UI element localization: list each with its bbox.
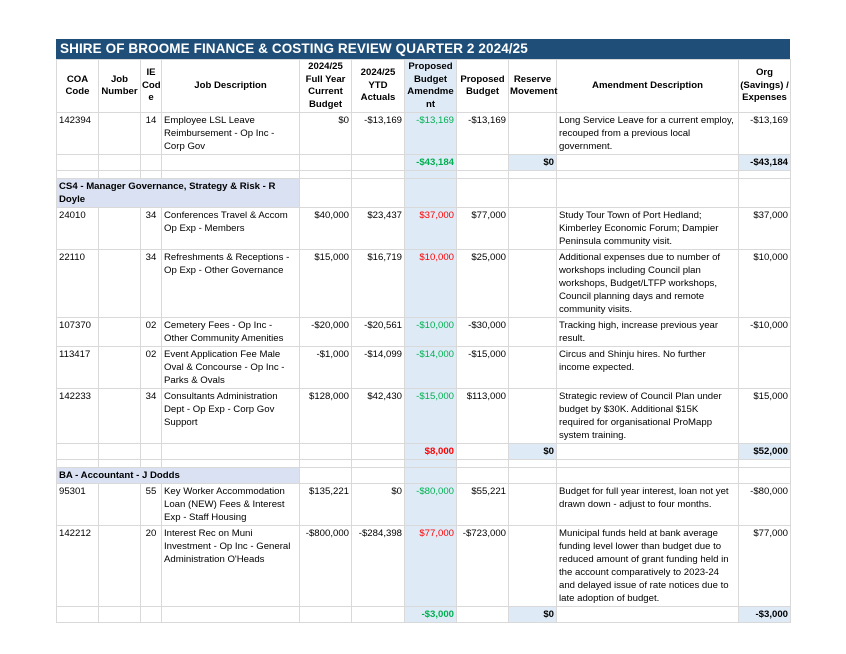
col-header-job: Job Number [99,60,141,113]
cell-amendment: $10,000 [405,250,457,318]
table-body [57,113,791,623]
cell-coa: 22110 [57,250,99,318]
cell-amendment: $37,000 [405,208,457,250]
col-header-ytd: 2024/25 YTD Actuals [352,60,405,113]
cell-amend-desc: Strategic review of Council Plan under budget by $30K. Additional $15K required for organisational ProMapp system training. [557,389,739,444]
cell-budget: $40,000 [300,208,352,250]
finance-table [56,59,791,623]
total-org: -$3,000 [739,607,791,623]
col-header-reserve: Reserve Movement [509,60,557,113]
total-org: -$43,184 [739,155,791,171]
cell-budget: -$20,000 [300,318,352,347]
cell-ytd: $42,430 [352,389,405,444]
cell-ytd: -$13,169 [352,113,405,155]
cell-coa: 95301 [57,484,99,526]
cell-job [99,318,141,347]
cell-amend-desc: Budget for full year interest, loan not yet drawn down - adjust to four months. [557,484,739,526]
total-row [57,444,791,460]
cell-ytd: $0 [352,484,405,526]
cell-coa: 142394 [57,113,99,155]
cell-desc: Consultants Administration Dept - Op Exp - Corp Gov Support [162,389,300,444]
cell-ytd: $23,437 [352,208,405,250]
table-row [57,526,791,607]
section-title: CS4 - Manager Governance, Strategy & Risk - R Doyle [57,179,300,208]
col-header-org: Org (Savings) / Expenses [739,60,791,113]
col-header-coa: COA Code [57,60,99,113]
table-row [57,347,791,389]
cell-coa: 24010 [57,208,99,250]
cell-coa: 142233 [57,389,99,444]
cell-org: $37,000 [739,208,791,250]
cell-ie: 02 [141,318,162,347]
cell-job [99,250,141,318]
cell-amend-desc: Additional expenses due to number of workshops including Council plan workshops, Budget/LTFP workshops, Council planning days and remote community visits. [557,250,739,318]
col-header-ie: IE Cod e [141,60,162,113]
sheet-title: SHIRE OF BROOME FINANCE & COSTING REVIEW QUARTER 2 2024/25 [56,39,790,59]
cell-reserve [509,389,557,444]
table-row [57,389,791,444]
total-amendment: -$43,184 [405,155,457,171]
table-header [57,60,791,113]
total-org: $52,000 [739,444,791,460]
cell-job [99,347,141,389]
cell-proposed: -$13,169 [457,113,509,155]
cell-reserve [509,208,557,250]
cell-desc: Employee LSL Leave Reimbursement - Op Inc - Corp Gov [162,113,300,155]
cell-proposed: $113,000 [457,389,509,444]
cell-job [99,389,141,444]
cell-ie: 34 [141,208,162,250]
cell-amendment: $77,000 [405,526,457,607]
cell-ytd: -$284,398 [352,526,405,607]
total-reserve: $0 [509,444,557,460]
cell-budget: $15,000 [300,250,352,318]
cell-amendment: -$10,000 [405,318,457,347]
cell-job [99,484,141,526]
cell-coa: 113417 [57,347,99,389]
finance-review-sheet [56,39,790,623]
cell-org: $15,000 [739,389,791,444]
total-amendment: $8,000 [405,444,457,460]
cell-amend-desc: Study Tour Town of Port Hedland; Kimberley Economic Forum; Dampier Peninsula community visit. [557,208,739,250]
table-row [57,208,791,250]
cell-proposed: $25,000 [457,250,509,318]
cell-job [99,208,141,250]
cell-reserve [509,526,557,607]
cell-org: -$13,169 [739,113,791,155]
cell-desc: Key Worker Accommodation Loan (NEW) Fees & Interest Exp - Staff Housing [162,484,300,526]
cell-ie: 34 [141,389,162,444]
table-row [57,250,791,318]
cell-ytd: $16,719 [352,250,405,318]
cell-reserve [509,347,557,389]
cell-desc: Refreshments & Receptions - Op Exp - Other Governance [162,250,300,318]
total-row [57,607,791,623]
cell-org: -$10,000 [739,318,791,347]
cell-reserve [509,113,557,155]
cell-amend-desc: Tracking high, increase previous year result. [557,318,739,347]
cell-proposed: -$30,000 [457,318,509,347]
section-row [57,179,791,208]
cell-org: -$80,000 [739,484,791,526]
cell-proposed: -$723,000 [457,526,509,607]
cell-amend-desc: Circus and Shinju hires. No further income expected. [557,347,739,389]
cell-ytd: -$14,099 [352,347,405,389]
cell-org: $77,000 [739,526,791,607]
total-reserve: $0 [509,607,557,623]
section-title: BA - Accountant - J Dodds [57,468,300,484]
cell-ytd: -$20,561 [352,318,405,347]
cell-coa: 142212 [57,526,99,607]
cell-job [99,113,141,155]
total-row [57,155,791,171]
cell-budget: $135,221 [300,484,352,526]
cell-proposed: -$15,000 [457,347,509,389]
total-reserve: $0 [509,155,557,171]
total-amendment: -$3,000 [405,607,457,623]
cell-reserve [509,250,557,318]
cell-proposed: $55,221 [457,484,509,526]
cell-org [739,347,791,389]
col-header-budget: 2024/25 Full Year Current Budget [300,60,352,113]
cell-proposed: $77,000 [457,208,509,250]
col-header-amend-desc: Amendment Description [557,60,739,113]
cell-amendment: -$13,169 [405,113,457,155]
cell-budget: $0 [300,113,352,155]
col-header-amendment: Proposed Budget Amendme nt [405,60,457,113]
cell-ie: 55 [141,484,162,526]
cell-coa: 107370 [57,318,99,347]
section-row [57,468,791,484]
cell-org: $10,000 [739,250,791,318]
cell-amendment: -$14,000 [405,347,457,389]
col-header-proposed: Proposed Budget [457,60,509,113]
table-row [57,113,791,155]
col-header-desc: Job Description [162,60,300,113]
cell-desc: Cemetery Fees - Op Inc - Other Community Amenities [162,318,300,347]
table-row [57,318,791,347]
cell-budget: $128,000 [300,389,352,444]
cell-desc: Conferences Travel & Accom Op Exp - Members [162,208,300,250]
cell-budget: -$1,000 [300,347,352,389]
cell-ie: 14 [141,113,162,155]
cell-amend-desc: Municipal funds held at bank average funding level lower than budget due to reduced amount of grant funding held in the account comparatively to 2023-24 and delayed issue of rate notices due to late adoption of budget. [557,526,739,607]
cell-ie: 02 [141,347,162,389]
cell-amendment: -$15,000 [405,389,457,444]
cell-desc: Interest Rec on Muni Investment - Op Inc - General Administration O'Heads [162,526,300,607]
cell-amendment: -$80,000 [405,484,457,526]
cell-ie: 20 [141,526,162,607]
cell-job [99,526,141,607]
cell-budget: -$800,000 [300,526,352,607]
cell-amend-desc: Long Service Leave for a current employ, recouped from a previous local government. [557,113,739,155]
table-row [57,484,791,526]
cell-desc: Event Application Fee Male Oval & Concourse - Op Inc - Parks & Ovals [162,347,300,389]
cell-reserve [509,318,557,347]
cell-ie: 34 [141,250,162,318]
cell-reserve [509,484,557,526]
